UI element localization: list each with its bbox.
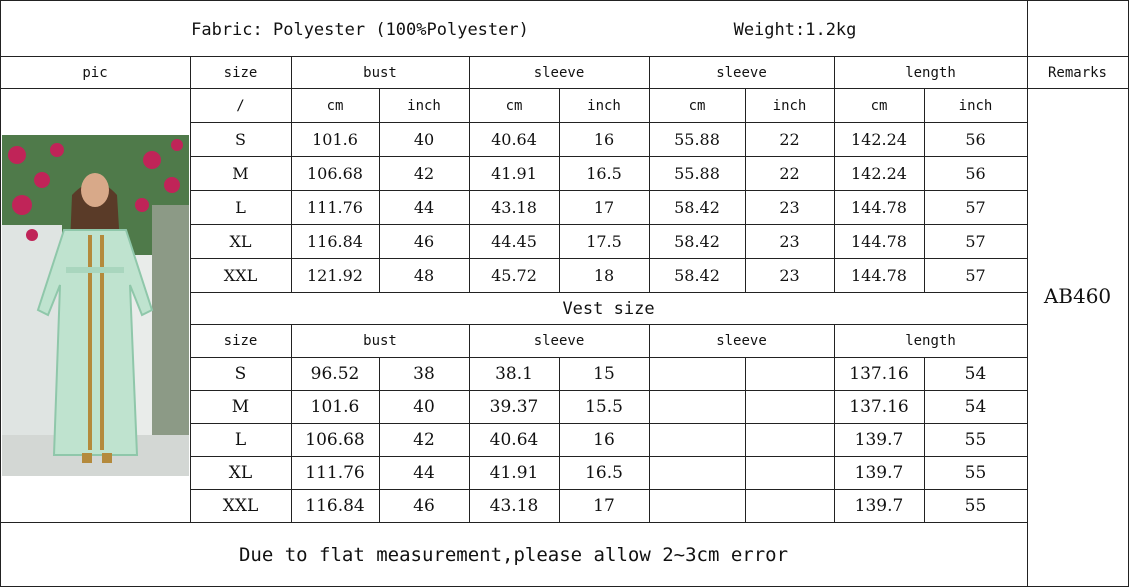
vest-cell-sleeve-cm: 41.91 [489, 463, 539, 483]
vest-cell-length-cm: 139.7 [854, 496, 904, 516]
column-header-bust: bust [363, 64, 397, 81]
main-cell-length-inch: 57 [965, 266, 986, 285]
main-cell-sleeve-cm: 41.91 [491, 164, 537, 183]
vest-cell-length-inch: 54 [964, 364, 987, 384]
main-cell-bust-cm: 106.68 [307, 164, 363, 183]
vest-cell-length-cm: 139.7 [854, 463, 904, 483]
vest-cell-sleeve-cm: 39.37 [489, 397, 539, 417]
main-cell-sleeve-cm: 40.64 [491, 130, 537, 149]
main-cell-length-cm: 144.78 [851, 198, 907, 217]
main-cell-length-cm: 144.78 [851, 266, 907, 285]
model-photo-image [2, 135, 189, 476]
unit-cell: inch [958, 97, 993, 114]
main-cell-bust-cm: 116.84 [307, 232, 363, 251]
vest-cell-size: M [231, 397, 250, 417]
vest-column-header-bust: bust [363, 333, 397, 349]
grid-line [0, 0, 1129, 1]
vest-cell-size: XL [228, 463, 253, 483]
main-cell-sleeve2-inch: 23 [779, 198, 800, 217]
vest-cell-bust-inch: 46 [413, 496, 435, 516]
vest-cell-bust-inch: 42 [413, 430, 435, 450]
vest-cell-sleeve-cm: 43.18 [489, 496, 539, 516]
vest-cell-sleeve-inch: 16 [593, 430, 615, 450]
weight-label: Weight:1.2kg [733, 20, 857, 40]
main-cell-bust-cm: 111.76 [307, 198, 363, 217]
column-header-length: length [905, 64, 956, 81]
unit-cell: cm [326, 97, 344, 114]
model-photo [2, 135, 189, 476]
main-cell-size: XXL [223, 266, 258, 285]
main-cell-sleeve2-inch: 23 [779, 266, 800, 285]
vest-cell-sleeve-cm: 40.64 [489, 430, 539, 450]
main-cell-sleeve-inch: 16 [593, 130, 615, 149]
vest-cell-sleeve-inch: 17 [593, 496, 615, 516]
main-cell-sleeve2-inch: 23 [779, 232, 800, 251]
vest-column-header-length: length [905, 333, 956, 349]
vest-cell-bust-inch: 44 [413, 463, 435, 483]
column-header-sleeve: sleeve [533, 64, 585, 81]
main-cell-length-cm: 142.24 [851, 164, 907, 183]
vest-cell-sleeve2-cm [649, 424, 745, 456]
vest-cell-bust-cm: 96.52 [310, 364, 360, 384]
vest-cell-sleeve2-inch [745, 358, 834, 390]
fabric-label: Fabric: Polyester (100%Polyester) [191, 20, 529, 40]
vest-cell-bust-cm: 106.68 [305, 430, 365, 450]
vest-cell-bust-cm: 111.76 [305, 463, 365, 483]
main-cell-length-inch: 57 [965, 198, 986, 217]
unit-cell: inch [772, 97, 807, 114]
vest-cell-bust-cm: 116.84 [305, 496, 365, 516]
unit-cell: inch [407, 97, 441, 114]
main-cell-length-inch: 57 [965, 232, 986, 251]
vest-cell-bust-inch: 40 [413, 397, 435, 417]
main-cell-sleeve2-inch: 22 [779, 130, 800, 149]
vest-cell-length-cm: 137.16 [849, 364, 909, 384]
main-cell-sleeve-inch: 17 [593, 198, 615, 217]
main-cell-bust-inch: 42 [413, 164, 435, 183]
vest-cell-sleeve2-cm [649, 391, 745, 423]
column-header-pic: pic [82, 64, 108, 81]
main-cell-bust-cm: 101.6 [312, 130, 358, 149]
vest-cell-sleeve-inch: 16.5 [585, 463, 623, 483]
column-header-remarks: Remarks [1047, 64, 1107, 81]
main-cell-length-cm: 142.24 [851, 130, 907, 149]
vest-column-header-sleeve-2: sleeve [716, 333, 767, 349]
unit-cell: cm [870, 97, 888, 114]
vest-cell-sleeve2-inch [745, 391, 834, 423]
vest-cell-length-cm: 139.7 [854, 430, 904, 450]
main-cell-bust-inch: 48 [413, 266, 435, 285]
footer-note: Due to flat measurement,please allow 2~3cm error [238, 543, 789, 566]
main-cell-bust-inch: 40 [413, 130, 435, 149]
vest-cell-size: L [234, 430, 247, 450]
vest-size-title: Vest size [562, 298, 655, 319]
main-cell-sleeve2-cm: 55.88 [674, 164, 720, 183]
column-header-sleeve-2: sleeve [716, 64, 767, 81]
unit-cell: inch [587, 97, 621, 114]
vest-cell-sleeve2-cm [649, 358, 745, 390]
main-cell-sleeve2-cm: 58.42 [674, 266, 720, 285]
main-cell-sleeve-cm: 44.45 [491, 232, 537, 251]
vest-cell-length-inch: 55 [964, 463, 987, 483]
main-cell-sleeve-cm: 45.72 [491, 266, 537, 285]
unit-cell: cm [688, 97, 706, 114]
remarks-value: AB460 [1043, 284, 1112, 308]
main-cell-sleeve-inch: 16.5 [586, 164, 622, 183]
vest-cell-length-inch: 54 [964, 397, 987, 417]
vest-cell-sleeve2-inch [745, 457, 834, 489]
vest-cell-sleeve2-cm [649, 457, 745, 489]
vest-cell-sleeve-inch: 15 [593, 364, 615, 384]
grid-line [0, 0, 1, 587]
main-cell-bust-cm: 121.92 [307, 266, 363, 285]
main-cell-bust-inch: 44 [413, 198, 435, 217]
vest-column-header-sleeve: sleeve [533, 333, 585, 349]
vest-cell-bust-cm: 101.6 [310, 397, 360, 417]
main-cell-sleeve2-cm: 58.42 [674, 198, 720, 217]
main-cell-sleeve-cm: 43.18 [491, 198, 537, 217]
vest-cell-length-cm: 137.16 [849, 397, 909, 417]
main-cell-length-inch: 56 [965, 130, 986, 149]
main-cell-length-cm: 144.78 [851, 232, 907, 251]
vest-cell-sleeve2-inch [745, 490, 834, 522]
vest-cell-sleeve2-inch [745, 424, 834, 456]
column-header-size: size [223, 64, 258, 81]
vest-cell-sleeve2-cm [649, 490, 745, 522]
main-cell-sleeve2-cm: 55.88 [674, 130, 720, 149]
unit-cell: cm [505, 97, 523, 114]
main-cell-size: L [235, 198, 246, 217]
vest-cell-bust-inch: 38 [413, 364, 435, 384]
vest-column-header-size: size [223, 333, 258, 349]
main-cell-size: M [232, 164, 249, 183]
vest-cell-sleeve-inch: 15.5 [585, 397, 623, 417]
vest-cell-size: S [234, 364, 247, 384]
main-cell-length-inch: 56 [965, 164, 986, 183]
vest-cell-length-inch: 55 [964, 430, 987, 450]
main-cell-sleeve2-inch: 22 [779, 164, 800, 183]
main-cell-bust-inch: 46 [413, 232, 435, 251]
vest-cell-size: XXL [222, 496, 259, 516]
main-cell-size: S [235, 130, 246, 149]
main-cell-sleeve-inch: 18 [593, 266, 615, 285]
main-cell-sleeve-inch: 17.5 [586, 232, 622, 251]
vest-cell-sleeve-cm: 38.1 [495, 364, 533, 384]
main-cell-size: XL [229, 232, 252, 251]
main-cell-sleeve2-cm: 58.42 [674, 232, 720, 251]
unit-cell: / [236, 97, 245, 114]
vest-cell-length-inch: 55 [964, 496, 987, 516]
